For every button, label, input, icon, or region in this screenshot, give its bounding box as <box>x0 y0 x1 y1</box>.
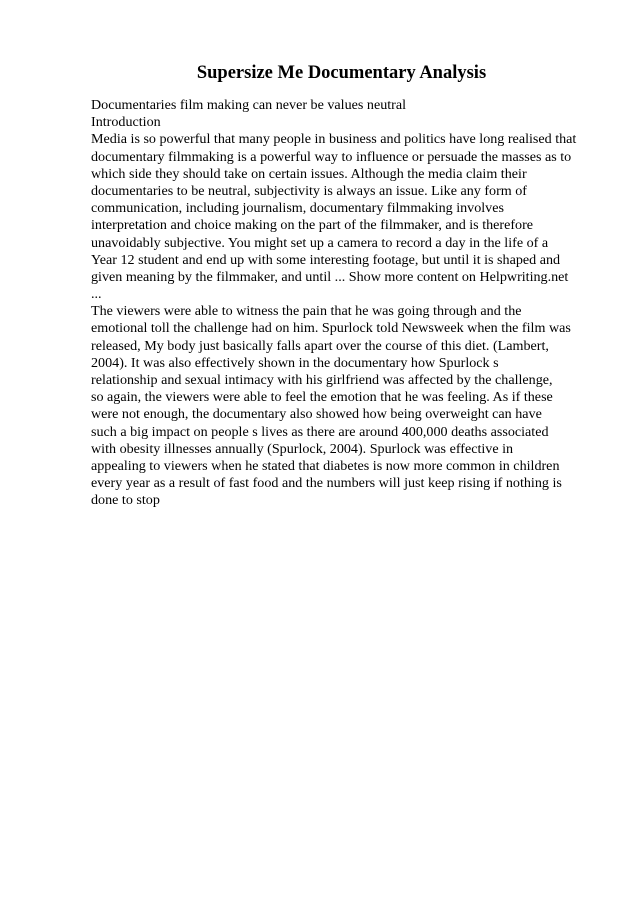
body-line: interpretation and choice making on the part of the filmmaker, and is therefore <box>91 217 534 234</box>
body-line: relationship and sexual intimacy with his girlfriend was affected by the challenge, <box>91 372 553 388</box>
body-line: were not enough, the documentary also showed how being overweight can have <box>91 406 542 423</box>
body-line: emotional toll the challenge had on him. Spurlock told Newsweek when the film was <box>91 320 571 337</box>
body-line: done to stop <box>91 492 160 509</box>
body-line: such a big impact on people s lives as there are around 400,000 deaths associated <box>91 423 549 440</box>
body-line: with obesity illnesses annually (Spurlock, 2004). Spurlock was effective in <box>91 440 514 457</box>
body-line: unavoidably subjective. You might set up a camera to record a day in the life of a <box>91 234 549 251</box>
body-line: Documentaries film making can never be values neutral <box>91 97 407 113</box>
body-line: documentary filmmaking is a powerful way to influence or persuade the masses as to <box>91 148 572 165</box>
body-line: given meaning by the filmmaker, and until ... Show more content on Helpwriting.net <box>91 268 569 285</box>
body-line: Year 12 student and end up with some interesting footage, but until it is shaped and <box>91 251 561 268</box>
body-line: every year as a result of fast food and the numbers will just keep rising if nothing is <box>91 475 562 492</box>
document-title: Supersize Me Documentary Analysis <box>196 63 487 83</box>
body-line: appealing to viewers when he stated that diabetes is now more common in children <box>91 457 560 474</box>
body-line: released, My body just basically falls apart over the course of this diet. (Lambert, <box>91 337 549 354</box>
body-line: so again, the viewers were able to feel the emotion that he was feeling. As if these <box>91 389 553 406</box>
body-line: 2004). It was also effectively shown in the documentary how Spurlock s <box>91 354 499 371</box>
body-line: communication, including journalism, documentary filmmaking involves <box>91 200 504 217</box>
body-line: Media is so powerful that many people in business and politics have long realised that <box>91 131 577 148</box>
body-line: documentaries to be neutral, subjectivity is always an issue. Like any form of <box>91 182 528 199</box>
body-line: which side they should take on certain issues. Although the media claim their <box>91 165 527 182</box>
body-line: ... <box>91 286 102 303</box>
document-body <box>91 97 611 510</box>
section-heading: Introduction <box>91 114 161 131</box>
body-line: The viewers were able to witness the pain that he was going through and the <box>91 303 522 320</box>
